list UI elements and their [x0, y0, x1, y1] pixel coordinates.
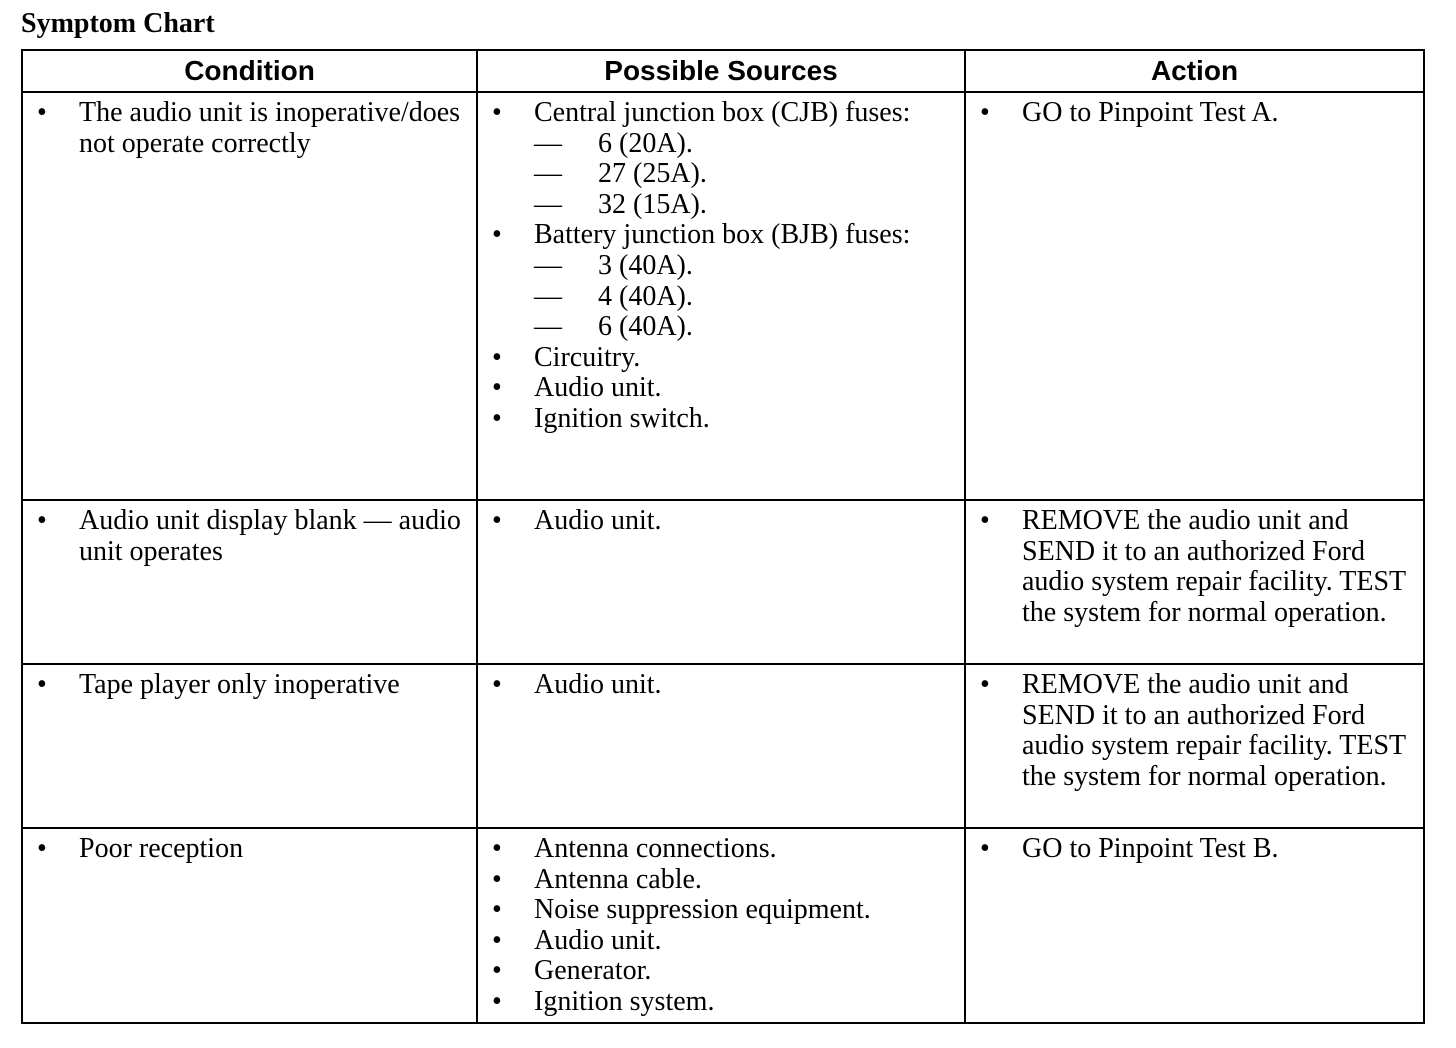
- action-item: [966, 834, 1423, 865]
- action-cell: [965, 828, 1424, 1023]
- action-cell: [965, 92, 1424, 500]
- bullet-icon: •: [980, 669, 990, 700]
- bullet-icon: •: [492, 955, 502, 987]
- sources-list: [478, 506, 964, 537]
- action-text: GO to Pinpoint Test A.: [1022, 97, 1279, 128]
- source-item: [478, 670, 964, 701]
- source-text: Ignition system.: [534, 985, 715, 1017]
- condition-item: [23, 834, 476, 865]
- action-list: [966, 506, 1423, 628]
- fuse-sublist: [534, 129, 956, 221]
- source-text: Noise suppression equipment.: [534, 894, 871, 926]
- sources-list: [478, 834, 964, 1018]
- bullet-icon: •: [37, 97, 47, 128]
- source-text: Battery junction box (BJB) fuses:: [534, 219, 911, 251]
- source-text: Audio unit.: [534, 924, 662, 956]
- source-text: Circuitry.: [534, 341, 641, 373]
- source-text: Central junction box (CJB) fuses:: [534, 97, 911, 128]
- fuse-subitem: [534, 282, 956, 313]
- source-item: [478, 220, 964, 342]
- source-item: [478, 506, 964, 537]
- table-row: [22, 92, 1424, 500]
- action-cell: [965, 664, 1424, 828]
- table-body: [22, 92, 1424, 1023]
- bullet-icon: •: [492, 985, 502, 1017]
- possible-sources-cell: [477, 664, 965, 828]
- symptom-chart-table: [21, 49, 1425, 1024]
- source-item: [478, 834, 964, 865]
- possible-sources-cell: [477, 92, 965, 500]
- source-item: [478, 404, 964, 435]
- action-item: [966, 98, 1423, 129]
- condition-cell: [22, 92, 477, 500]
- source-text: Audio unit.: [534, 669, 662, 700]
- condition-item: [23, 670, 476, 701]
- table-row: [22, 664, 1424, 828]
- bullet-icon: •: [492, 863, 502, 895]
- source-item: [478, 98, 964, 220]
- dash-icon: —: [534, 188, 562, 220]
- source-text: Audio unit.: [534, 372, 662, 404]
- source-text: Generator.: [534, 955, 652, 987]
- possible-sources-cell: [477, 500, 965, 664]
- action-item: [966, 506, 1423, 628]
- action-list: [966, 834, 1423, 865]
- action-item: [966, 670, 1423, 792]
- bullet-icon: •: [492, 219, 502, 251]
- bullet-icon: •: [37, 833, 47, 864]
- possible-sources-cell: [477, 828, 965, 1023]
- column-header-possible-sources: Possible Sources: [477, 50, 965, 92]
- sources-list: [478, 98, 964, 435]
- action-list: [966, 98, 1423, 129]
- source-text: Antenna connections.: [534, 833, 777, 864]
- bullet-icon: •: [980, 833, 990, 864]
- condition-text: Poor reception: [79, 833, 244, 864]
- condition-text: Audio unit display blank — audio unit operates: [79, 505, 461, 567]
- bullet-icon: •: [492, 924, 502, 956]
- bullet-icon: •: [492, 833, 502, 864]
- action-text: REMOVE the audio unit and SEND it to an authorized Ford audio system repair facility. TEST the system for normal operation.: [1022, 669, 1406, 792]
- header-row: [22, 50, 1424, 92]
- source-item: [478, 926, 964, 957]
- fuse-subitem: [534, 129, 956, 160]
- fuse-sublist: [534, 251, 956, 343]
- condition-list: [23, 506, 476, 567]
- condition-item: [23, 506, 476, 567]
- action-list: [966, 670, 1423, 792]
- fuse-text: 6 (20A).: [598, 127, 693, 159]
- source-item: [478, 956, 964, 987]
- bullet-icon: •: [37, 505, 47, 536]
- condition-list: [23, 98, 476, 159]
- source-item: [478, 373, 964, 404]
- bullet-icon: •: [492, 402, 502, 434]
- fuse-subitem: [534, 190, 956, 221]
- bullet-icon: •: [980, 97, 990, 128]
- page-title: Symptom Chart: [21, 8, 215, 39]
- condition-cell: [22, 664, 477, 828]
- fuse-text: 32 (15A).: [598, 188, 707, 220]
- dash-icon: —: [534, 249, 562, 281]
- sources-list: [478, 670, 964, 701]
- bullet-icon: •: [492, 97, 502, 128]
- source-text: Audio unit.: [534, 505, 662, 536]
- condition-cell: [22, 828, 477, 1023]
- action-text: REMOVE the audio unit and SEND it to an authorized Ford audio system repair facility. TEST the system for normal operation.: [1022, 505, 1406, 628]
- column-header-condition: Condition: [22, 50, 477, 92]
- dash-icon: —: [534, 280, 562, 312]
- fuse-text: 6 (40A).: [598, 311, 693, 343]
- fuse-text: 27 (25A).: [598, 158, 707, 190]
- fuse-subitem: [534, 312, 956, 343]
- source-text: Antenna cable.: [534, 863, 702, 895]
- source-item: [478, 987, 964, 1018]
- bullet-icon: •: [492, 341, 502, 373]
- source-text: Ignition switch.: [534, 402, 710, 434]
- bullet-icon: •: [492, 505, 502, 536]
- action-cell: [965, 500, 1424, 664]
- fuse-text: 3 (40A).: [598, 249, 693, 281]
- bullet-icon: •: [37, 669, 47, 700]
- bullet-icon: •: [492, 894, 502, 926]
- source-item: [478, 865, 964, 896]
- fuse-subitem: [534, 159, 956, 190]
- bullet-icon: •: [492, 372, 502, 404]
- table-row: [22, 500, 1424, 664]
- bullet-icon: •: [980, 505, 990, 536]
- column-header-action: Action: [965, 50, 1424, 92]
- fuse-subitem: [534, 251, 956, 282]
- condition-item: [23, 98, 476, 159]
- dash-icon: —: [534, 311, 562, 343]
- condition-text: Tape player only inoperative: [79, 669, 400, 700]
- source-item: [478, 895, 964, 926]
- condition-text: The audio unit is inoperative/does not operate correctly: [79, 97, 461, 159]
- fuse-text: 4 (40A).: [598, 280, 693, 312]
- table-row: [22, 828, 1424, 1023]
- action-text: GO to Pinpoint Test B.: [1022, 833, 1279, 864]
- condition-cell: [22, 500, 477, 664]
- dash-icon: —: [534, 158, 562, 190]
- condition-list: [23, 834, 476, 865]
- condition-list: [23, 670, 476, 701]
- source-item: [478, 343, 964, 374]
- bullet-icon: •: [492, 669, 502, 700]
- dash-icon: —: [534, 127, 562, 159]
